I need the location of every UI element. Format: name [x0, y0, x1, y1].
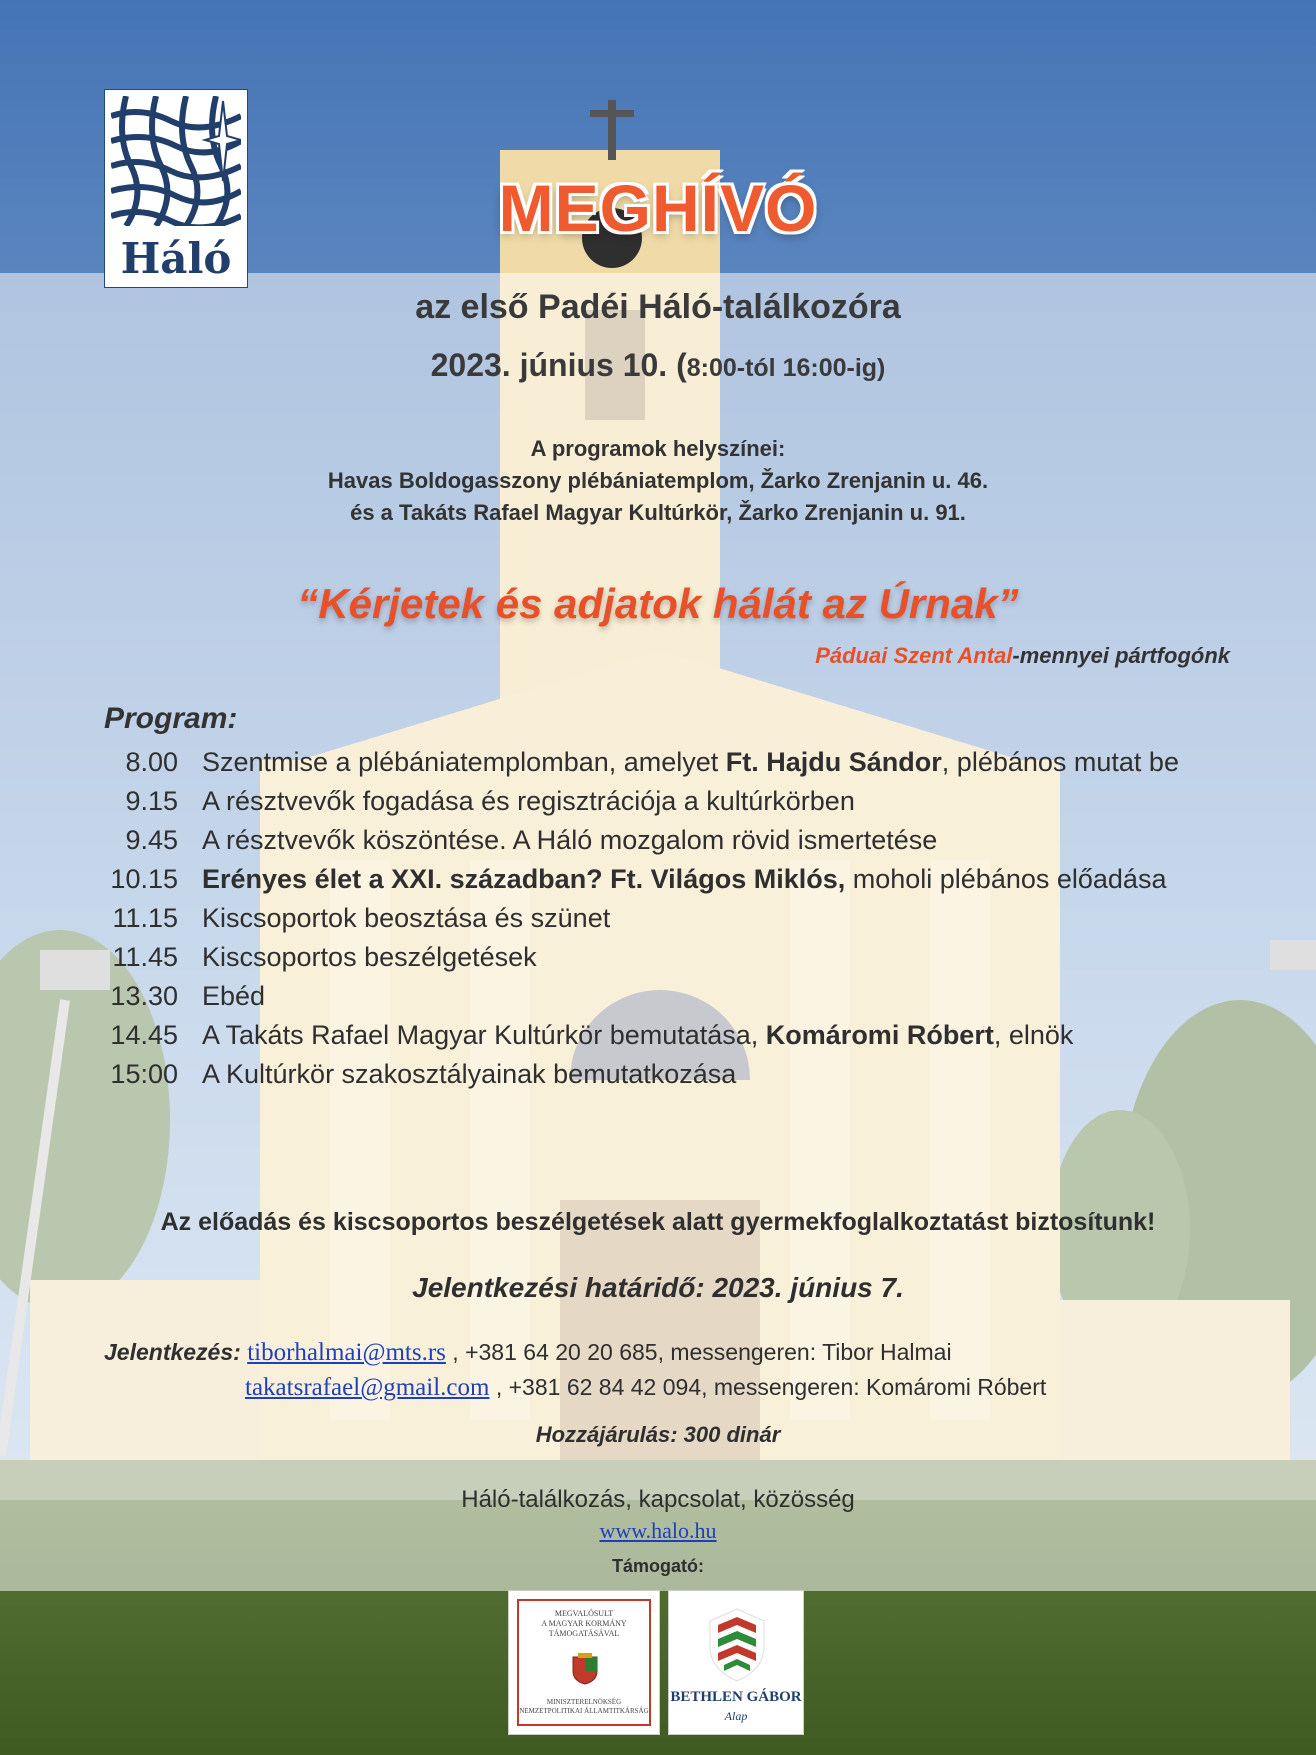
sponsor-sub: Alap [724, 1709, 748, 1723]
government-sponsor-logo [508, 1590, 660, 1735]
fee: Hozzájárulás: 300 dinár [535, 1422, 781, 1447]
program-text-segment: A résztvevők köszöntése. A Háló mozgalom rövid ismertetése [202, 825, 938, 855]
program-time: 9.45 [125, 825, 178, 855]
program-item [100, 1055, 1210, 1094]
program-time: 11.45 [112, 942, 178, 972]
program-text-segment: Ebéd [202, 981, 266, 1011]
attribution-name: Páduai Szent Antal [815, 643, 1013, 668]
program-text-segment: , elnök [993, 1020, 1074, 1050]
website-row [0, 1518, 1316, 1544]
contact-details: , +381 64 20 20 685, messengeren: Tibor Halmai [445, 1339, 952, 1365]
program-item [100, 977, 1210, 1016]
program-item [100, 782, 1210, 821]
gov-text-top: MEGVALÓSULT A MAGYAR KORMÁNY TÁMOGATÁSÁVAL [541, 1609, 627, 1638]
program-item [100, 899, 1210, 938]
event-subtitle: az első Padéi Háló-találkozóra [415, 288, 901, 326]
program-description [202, 977, 1210, 1016]
program-text-segment: , plébános mutat be [941, 747, 1179, 777]
venue-label: A programok helyszínei: [530, 436, 786, 461]
program-description [202, 821, 1210, 860]
program-description [202, 938, 1210, 977]
website-link[interactable]: www.halo.hu [599, 1518, 717, 1543]
program-text-segment: Erényes élet a XXI. században? Ft. Világos Miklós, [202, 864, 846, 894]
contact-block [104, 1335, 1046, 1405]
program-description [202, 743, 1210, 782]
email-link[interactable]: tiborhalmai@mts.rs [247, 1339, 446, 1366]
program-text-segment: A Takáts Rafael Magyar Kultúrkör bemutatása, [202, 1020, 766, 1050]
quote-attribution [815, 643, 1230, 669]
registration-deadline: Jelentkezési határidő: 2023. június 7. [412, 1272, 904, 1303]
time-text: 8:00-tól 16:00-ig) [686, 354, 886, 382]
program-description [202, 899, 1210, 938]
email-link[interactable]: takatsrafael@gmail.com [245, 1374, 490, 1401]
program-text-segment: Kiscsoportos beszélgetések [202, 942, 537, 972]
program-time: 13.30 [110, 981, 178, 1011]
venue-block [0, 433, 1316, 529]
coat-of-arms-icon [572, 1653, 598, 1685]
program-time: 8.00 [125, 747, 178, 777]
contact-details: , +381 62 84 42 094, messengeren: Komáromi Róbert [489, 1374, 1047, 1400]
program-text-segment: Kiscsoportok beosztása és szünet [202, 903, 611, 933]
bethlen-gabor-icon [702, 1605, 772, 1685]
program-item [100, 938, 1210, 977]
bethlen-gabor-logo [668, 1590, 804, 1735]
program-text-segment: Komáromi Róbert [765, 1020, 994, 1050]
program-time: 14.45 [110, 1020, 178, 1050]
program-time: 11.15 [112, 903, 178, 933]
program-description [202, 1016, 1210, 1055]
program-item [100, 1016, 1210, 1055]
venue-line: és a Takáts Rafael Magyar Kultúrkör, Žarko Zrenjanin u. 91. [350, 500, 966, 525]
support-label: Támogató: [612, 1556, 704, 1576]
program-description [202, 1055, 1210, 1094]
program-text-segment: moholi plébános előadása [845, 864, 1167, 894]
venue-line: Havas Boldogasszony plébániatemplom, Žarko Zrenjanin u. 46. [327, 468, 989, 493]
program-item [100, 743, 1210, 782]
logo-text: Háló [120, 234, 232, 283]
attribution-rest: -mennyei pártfogónk [1012, 643, 1230, 668]
program-time: 10.15 [110, 864, 178, 894]
program-item [100, 821, 1210, 860]
event-date [0, 347, 1316, 384]
program-title: Program: [104, 702, 238, 735]
page-title: MEGHÍVÓ [498, 171, 818, 245]
program-time: 15:00 [110, 1059, 178, 1089]
program-text-segment: A Kultúrkör szakosztályainak bemutatkozása [202, 1059, 737, 1089]
sponsor-name: BETHLEN GÁBOR [670, 1689, 802, 1705]
contact-label: Jelentkezés: [104, 1339, 241, 1365]
program-description [202, 860, 1210, 899]
program-list [100, 743, 1210, 1094]
quote: “Kérjetek és adjatok hálát az Úrnak” [297, 580, 1019, 627]
program-time: 9.15 [125, 786, 178, 816]
childcare-notice: Az előadás és kiscsoportos beszélgetések alatt gyermekfoglalkoztatást biztosítunk! [160, 1208, 1156, 1236]
program-description [202, 782, 1210, 821]
date-text: 2023. június 10. ( [430, 347, 687, 383]
program-item [100, 860, 1210, 899]
gov-text-bottom: MINISZTERELNÖKSÉG NEMZETPOLITIKAI ÁLLAMTITKÁRSÁG [519, 1698, 649, 1715]
program-text-segment: Szentmise a plébániatemplomban, amelyet [202, 747, 726, 777]
tagline: Háló-találkozás, kapcsolat, közösség [461, 1486, 855, 1513]
program-text-segment: Ft. Hajdu Sándor [725, 747, 942, 777]
program-text-segment: A résztvevők fogadása és regisztrációja a kultúrkörben [202, 786, 855, 816]
